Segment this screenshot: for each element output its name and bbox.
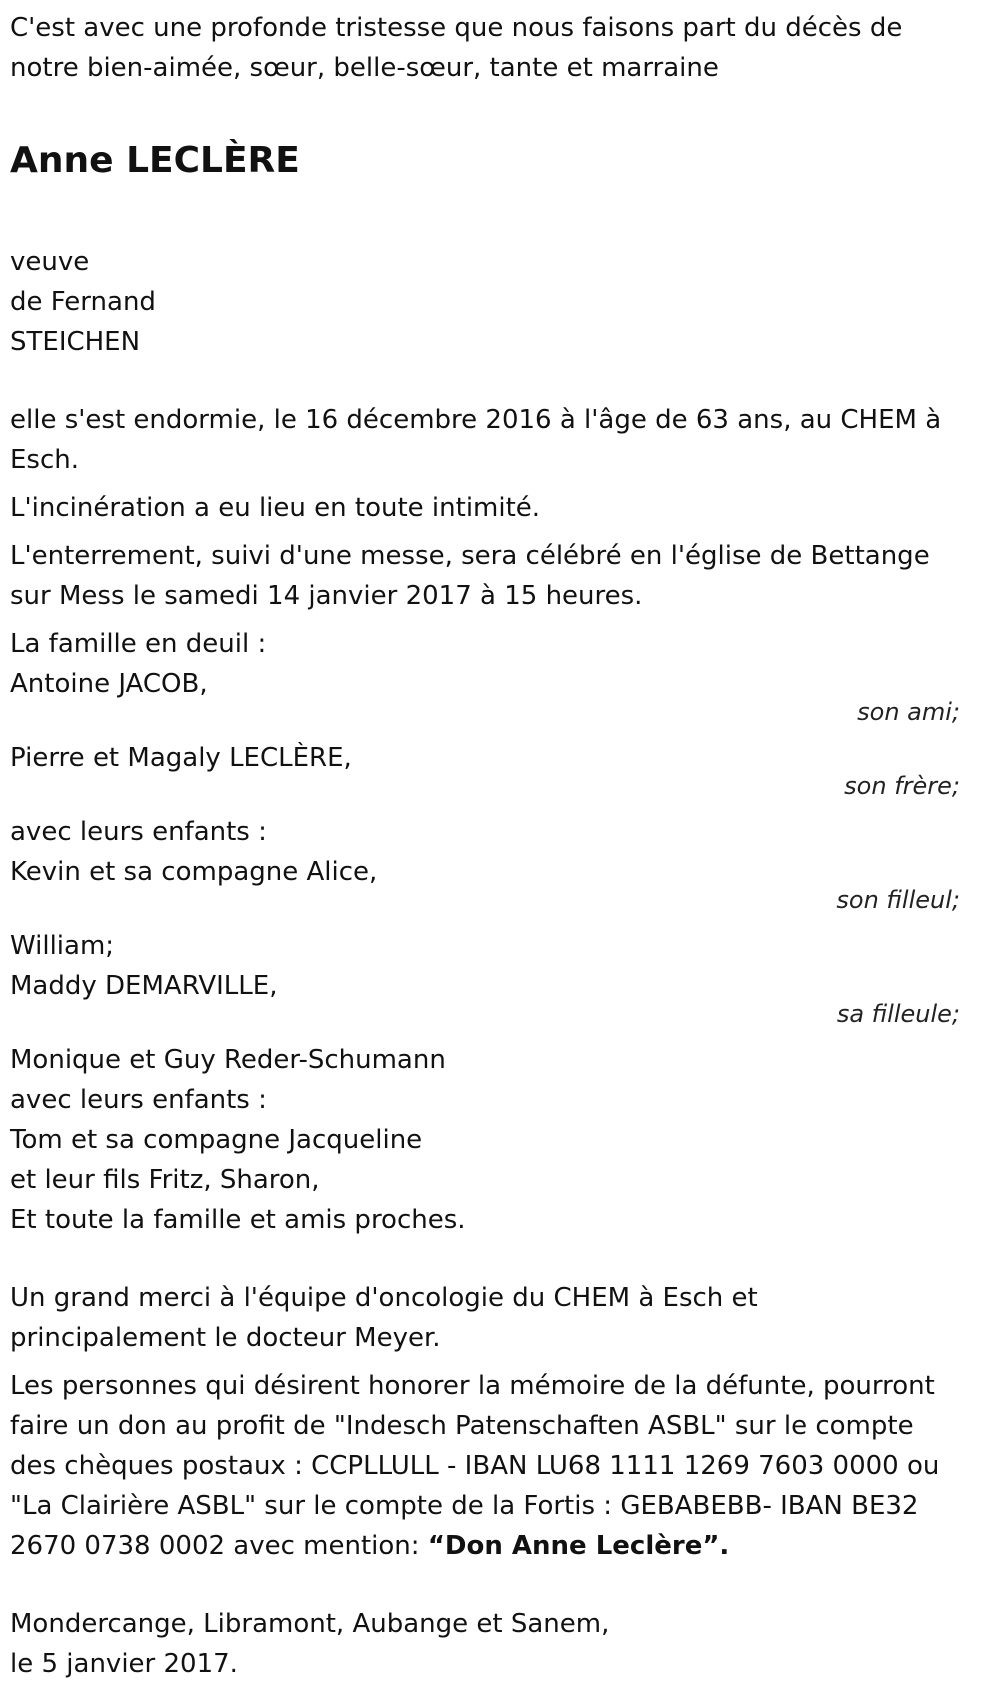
- family-member: Monique et Guy Reder-Schumann: [10, 1045, 446, 1075]
- family-relation: sa filleule;: [836, 1000, 960, 1028]
- donation-text: [10, 1366, 960, 1566]
- family-member: avec leurs enfants :: [10, 817, 267, 847]
- family-member: Pierre et Magaly LECLÈRE,: [10, 743, 352, 773]
- widow-block: [10, 242, 960, 362]
- family-member: et leur fils Fritz, Sharon,: [10, 1165, 320, 1195]
- family-list: [10, 624, 960, 1240]
- family-member: William;: [10, 931, 115, 961]
- widow-line: veuve: [10, 247, 90, 277]
- family-member: Et toute la famille et amis proches.: [10, 1205, 466, 1235]
- family-member: Kevin et sa compagne Alice,: [10, 857, 378, 887]
- family-member: avec leurs enfants :: [10, 1085, 267, 1115]
- family-member: Tom et sa compagne Jacqueline: [10, 1125, 423, 1155]
- closing-places: Mondercange, Libramont, Aubange et Sanem,: [10, 1609, 610, 1639]
- intro-text: C'est avec une profonde tristesse que nous faisons part du décès de notre bien-aimée, sœur, belle-sœur, tante et marraine: [10, 13, 903, 83]
- closing-date: le 5 janvier 2017.: [10, 1649, 238, 1679]
- widow-line: de Fernand: [10, 287, 156, 317]
- donation-body: Les personnes qui désirent honorer la mémoire de la défunte, pourront faire un don au profit de "Indesch Patenschaften ASBL" sur le compte des chèques postaux : CCPLLULL - IBAN LU68 1111 1269 7603 0000 ou "La Clairière ASBL" sur le compte de la Fortis : GEBABEBB- IBAN BE32 2670 0738 0002 avec mention:: [10, 1371, 940, 1561]
- death-text: elle s'est endormie, le 16 décembre 2016 à l'âge de 63 ans, au CHEM à Esch.: [10, 405, 942, 475]
- family-relation: son frère;: [844, 772, 960, 800]
- family-relation: son filleul;: [836, 886, 960, 914]
- widow-line: STEICHEN: [10, 327, 141, 357]
- donation-mention: “Don Anne Leclère”.: [427, 1531, 730, 1561]
- family-member: Maddy DEMARVILLE,: [10, 971, 278, 1001]
- deceased-name: Anne LECLÈRE: [10, 140, 300, 181]
- family-heading: La famille en deuil :: [10, 629, 267, 659]
- thanks-text: Un grand merci à l'équipe d'oncologie du CHEM à Esch et principalement le docteur Meyer.: [10, 1283, 758, 1353]
- closing-block: [10, 1604, 960, 1684]
- family-member: Antoine JACOB,: [10, 669, 208, 699]
- burial-text: L'enterrement, suivi d'une messe, sera célébré en l'église de Bettange sur Mess le samedi 14 janvier 2017 à 15 heures.: [10, 541, 930, 611]
- family-relation: son ami;: [857, 698, 960, 726]
- cremation-text: L'incinération a eu lieu en toute intimité.: [10, 493, 541, 523]
